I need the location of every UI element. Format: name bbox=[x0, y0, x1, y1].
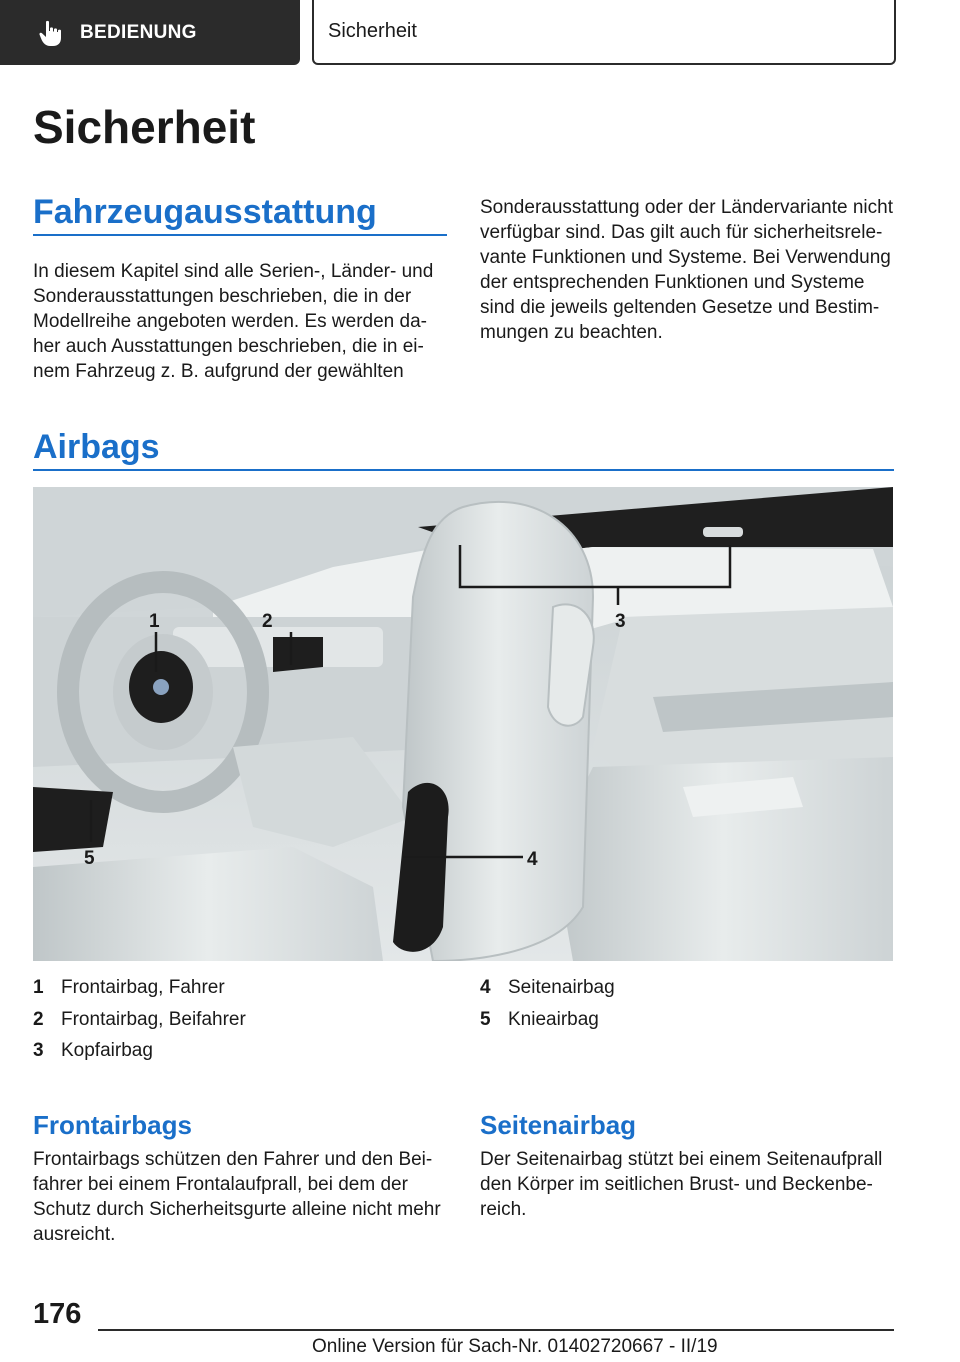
legend-label: Frontairbag, Beifahrer bbox=[61, 1008, 246, 1030]
text-line: ausreicht. bbox=[33, 1224, 116, 1245]
heading-rule bbox=[33, 469, 894, 471]
airbag-illustration bbox=[33, 487, 893, 961]
text-line: nem Fahrzeug z. B. aufgrund der gewählten bbox=[33, 361, 404, 382]
text-line: den Körper im seitlichen Brust- und Beckenbe- bbox=[480, 1174, 873, 1195]
legend-item bbox=[33, 1035, 453, 1067]
text-line: Modellreihe angeboten werden. Es werden da- bbox=[33, 311, 427, 332]
text-line: Sonderausstattung oder der Ländervariante nicht bbox=[480, 197, 893, 218]
text-line: In diesem Kapitel sind alle Serien-, Länder- und bbox=[33, 261, 434, 282]
text-line: Frontairbags schützen den Fahrer und den Bei- bbox=[33, 1149, 433, 1170]
legend-item bbox=[480, 972, 900, 1004]
legend-item bbox=[33, 972, 453, 1004]
heading-airbags: Airbags bbox=[33, 428, 160, 466]
legend-item bbox=[480, 1004, 900, 1036]
callout-5: 5 bbox=[84, 848, 95, 869]
fahrzeugausstattung-text-col2 bbox=[480, 195, 900, 345]
frontairbags-text bbox=[33, 1147, 458, 1247]
heading-fahrzeugausstattung: Fahrzeugausstattung bbox=[33, 193, 377, 231]
section-header-label: Sicherheit bbox=[328, 20, 417, 42]
callout-3: 3 bbox=[615, 611, 626, 632]
heading-frontairbags: Frontairbags bbox=[33, 1110, 192, 1140]
callout-4: 4 bbox=[527, 849, 538, 870]
callout-1: 1 bbox=[149, 611, 160, 632]
legend-number: 3 bbox=[33, 1040, 44, 1061]
page-number: 176 bbox=[33, 1298, 82, 1330]
callout-2: 2 bbox=[262, 611, 273, 632]
heading-seitenairbag: Seitenairbag bbox=[480, 1110, 637, 1140]
heading-rule bbox=[33, 234, 447, 236]
legend-item bbox=[33, 1004, 453, 1036]
chapter-tab-label: BEDIENUNG bbox=[80, 21, 197, 43]
legend-number: 2 bbox=[33, 1008, 44, 1030]
hand-pointer-icon bbox=[36, 18, 66, 48]
text-line: der entsprechenden Funktionen und Systeme bbox=[480, 272, 865, 293]
legend-number: 1 bbox=[33, 977, 44, 998]
legend-label: Seitenairbag bbox=[508, 977, 615, 998]
legend-right bbox=[480, 972, 900, 1035]
page-title: Sicherheit bbox=[33, 101, 256, 153]
text-line: Sonderausstattungen beschrieben, die in der bbox=[33, 286, 412, 307]
legend-label: Frontairbag, Fahrer bbox=[61, 977, 225, 998]
legend-number: 5 bbox=[480, 1008, 491, 1030]
legend-left bbox=[33, 972, 453, 1067]
text-line: Schutz durch Sicherheitsgurte alleine nicht mehr bbox=[33, 1199, 441, 1220]
text-line: Der Seitenairbag stützt bei einem Seitenaufprall bbox=[480, 1149, 883, 1170]
text-line: vante Funktionen und Systeme. Bei Verwendung bbox=[480, 247, 891, 268]
text-line: verfügbar sind. Das gilt auch für sicherheitsrele- bbox=[480, 222, 883, 243]
chapter-tab[interactable] bbox=[0, 0, 300, 65]
legend-number: 4 bbox=[480, 977, 491, 998]
section-header bbox=[312, 0, 896, 65]
footer-rule bbox=[98, 1329, 894, 1331]
text-line: her auch Ausstattungen beschrieben, die in ei- bbox=[33, 336, 424, 357]
legend-label: Kopfairbag bbox=[61, 1040, 153, 1061]
footer-text: Online Version für Sach-Nr. 01402720667 - II/19 bbox=[312, 1336, 718, 1357]
seitenairbag-text bbox=[480, 1147, 900, 1222]
fahrzeugausstattung-text-col1 bbox=[33, 259, 453, 384]
text-line: fahrer bei einem Frontalaufprall, bei dem der bbox=[33, 1174, 408, 1195]
text-line: mungen zu beachten. bbox=[480, 322, 663, 343]
text-line: sind die jeweils geltenden Gesetze und Bestim- bbox=[480, 297, 880, 318]
text-line: reich. bbox=[480, 1199, 527, 1220]
legend-label: Knieairbag bbox=[508, 1008, 599, 1030]
